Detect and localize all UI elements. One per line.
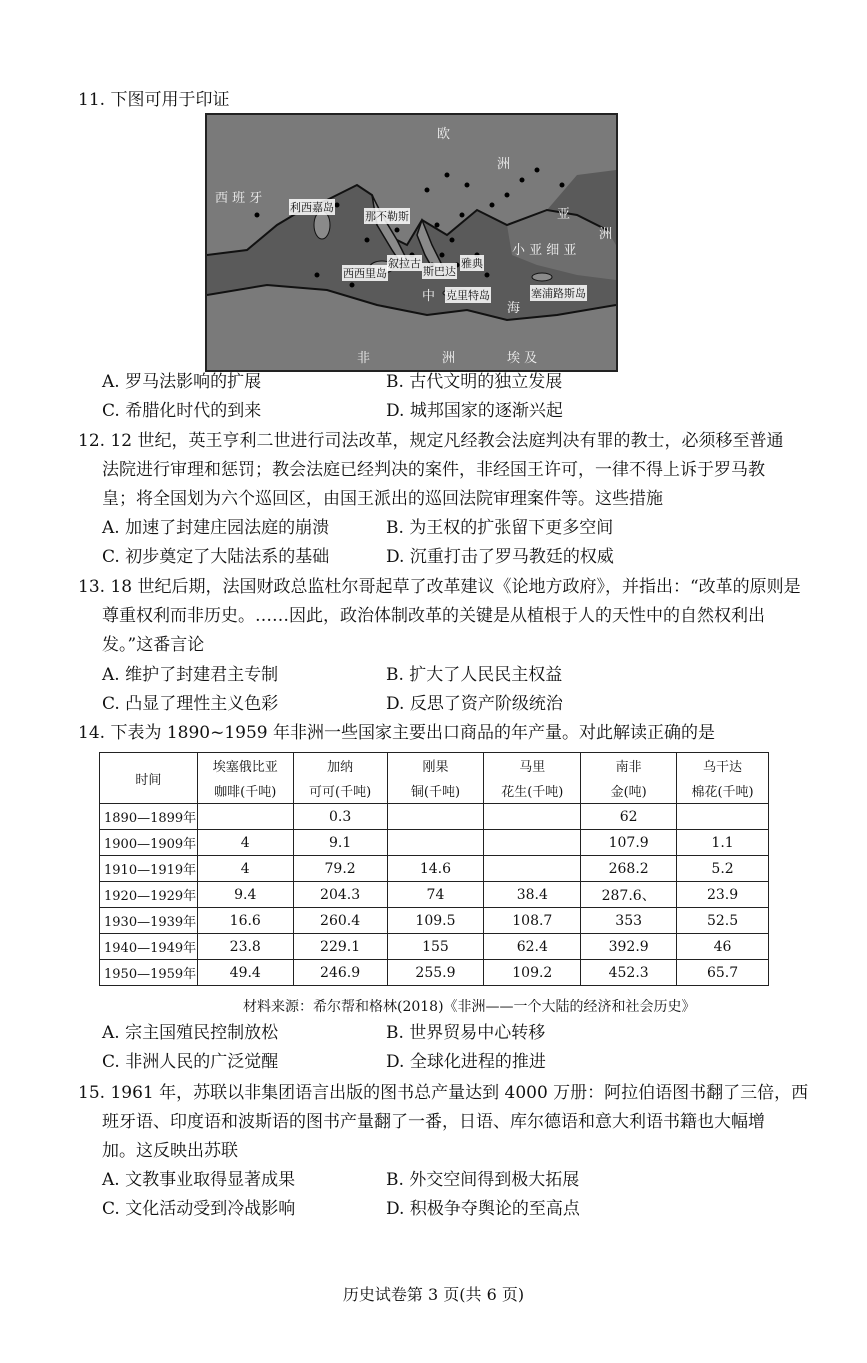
table-cell-period: 1950—1959年 [100,960,198,986]
q12-option-a[interactable]: A. 加速了封建庄园法庭的崩溃 [102,518,330,538]
table-cell-value [484,830,581,856]
table-cell-value: 260.4 [293,908,387,934]
table-row [100,882,769,908]
table-cell-value: 62 [581,804,677,830]
table-body [100,804,769,986]
mediterranean-map [205,113,618,372]
table-header-commodity: 咖啡(千吨) [197,778,293,804]
table-cell-period: 1920—1929年 [100,882,198,908]
table-header-country: 乌干达 [677,753,769,779]
q14-option-c[interactable]: C. 非洲人民的广泛觉醒 [102,1052,279,1072]
map-label-asia-1: 亚 [557,207,571,222]
table-cell-value: 107.9 [581,830,677,856]
table-cell-value: 392.9 [581,934,677,960]
table-cell-value: 0.3 [293,804,387,830]
export-table [99,752,769,986]
table-cell-value: 109.2 [484,960,581,986]
table-cell-value: 46 [677,934,769,960]
table-cell-period: 1900—1909年 [100,830,198,856]
q12-option-d[interactable]: D. 沉重打击了罗马教廷的权威 [386,547,614,567]
map-label-egypt: 埃 及 [507,351,538,366]
table-cell-value: 1.1 [677,830,769,856]
table-cell-period: 1940—1949年 [100,934,198,960]
table-cell-period: 1890—1899年 [100,804,198,830]
map-label-sea: 海 [507,301,521,316]
table-cell-value: 5.2 [677,856,769,882]
map-label-athens: 雅典 [461,257,483,270]
q14-option-a[interactable]: A. 宗主国殖民控制放松 [102,1023,279,1043]
table-cell-value: 16.6 [197,908,293,934]
table-cell-value: 38.4 [484,882,581,908]
table-header-country: 南非 [581,753,677,779]
table-cell-value: 287.6、 [581,882,677,908]
table-cell-period: 1910—1919年 [100,856,198,882]
q13-option-d[interactable]: D. 反思了资产阶级统治 [386,694,563,714]
table-cell-value: 23.8 [197,934,293,960]
table-cell-value: 204.3 [293,882,387,908]
table-cell-value: 229.1 [293,934,387,960]
table-cell-value: 14.6 [387,856,484,882]
q15-stem-line-1: 15. 1961 年，苏联以非集团语言出版的图书总产量达到 4000 万册：阿拉伯语图书翻了三倍，西 [78,1083,809,1103]
table-header-commodity: 棉花(千吨) [677,778,769,804]
table-row [100,804,769,830]
q11-option-d[interactable]: D. 城邦国家的逐渐兴起 [386,401,563,421]
map-label-spain: 西 班 牙 [215,191,263,206]
table-header-commodity: 铜(千吨) [387,778,484,804]
table-cell-value: 268.2 [581,856,677,882]
table-header-commodity: 花生(千吨) [484,778,581,804]
q13-stem-line-1: 13. 18 世纪后期，法国财政总监杜尔哥起草了改革建议《论地方政府》，并指出：“改革的原则是 [78,577,801,597]
map-label-europe-1: 欧 [437,127,451,142]
q14-option-d[interactable]: D. 全球化进程的推进 [386,1052,546,1072]
table-cell-value: 155 [387,934,484,960]
q15-option-a[interactable]: A. 文教事业取得显著成果 [102,1170,296,1190]
map-label-cyprus: 塞浦路斯岛 [531,287,586,300]
table-cell-value [197,804,293,830]
map-label-sparta: 斯巴达 [423,265,456,278]
map-label-sardinia: 利西嘉岛 [290,201,334,214]
table-cell-value: 74 [387,882,484,908]
page-footer: 历史试卷第 3 页(共 6 页) [342,1285,525,1304]
table-cell-value: 246.9 [293,960,387,986]
table-row [100,830,769,856]
q12-stem-line-1: 12. 12 世纪，英王亨利二世进行司法改革，规定凡经教会法庭判决有罪的教士，必须移至普通 [78,431,784,451]
table-row [100,856,769,882]
map-label-asia-2: 洲 [599,227,613,242]
q15-stem-line-3: 加。这反映出苏联 [102,1141,238,1161]
q11-stem: 11. 下图可用于印证 [78,90,230,110]
q11-option-b[interactable]: B. 古代文明的独立发展 [386,372,563,392]
q15-option-b[interactable]: B. 外交空间得到极大拓展 [386,1170,580,1190]
table-cell-value: 23.9 [677,882,769,908]
q15-option-c[interactable]: C. 文化活动受到冷战影响 [102,1199,296,1219]
table-cell-value [387,804,484,830]
q13-stem-line-3: 发。”这番言论 [102,635,205,655]
table-header-commodity: 金(吨) [581,778,677,804]
table-cell-value: 353 [581,908,677,934]
table-cell-value: 9.1 [293,830,387,856]
table-source: 材料来源：希尔帮和格林(2018)《非洲——一个大陆的经济和社会历史》 [243,999,696,1015]
table-cell-value: 62.4 [484,934,581,960]
table-cell-value: 4 [197,830,293,856]
map-label-crete: 克里特岛 [446,289,490,302]
table-header-commodity: 可可(千吨) [293,778,387,804]
table-row [100,934,769,960]
table-cell-value: 108.7 [484,908,581,934]
table-header-time: 时间 [100,753,198,804]
q13-option-b[interactable]: B. 扩大了人民民主权益 [386,665,563,685]
q12-option-b[interactable]: B. 为王权的扩张留下更多空间 [386,518,614,538]
table-header-country: 马里 [484,753,581,779]
map-label-asia-minor: 小 亚 细 亚 [512,243,577,258]
table-cell-value [677,804,769,830]
table-cell-value: 79.2 [293,856,387,882]
map-label-tarentum: 叙拉古 [388,257,421,270]
table-cell-value: 109.5 [387,908,484,934]
q14-option-b[interactable]: B. 世界贸易中心转移 [386,1023,546,1043]
map-label-europe-2: 洲 [497,157,511,172]
q13-stem-line-2: 尊重权利而非历史。……因此，政治体制改革的关键是从植根于人的天性中的自然权利出 [102,606,765,626]
table-cell-period: 1930—1939年 [100,908,198,934]
q12-stem-line-2: 法院进行审理和惩罚；教会法庭已经判决的案件，非经国王许可，一律不得上诉于罗马教 [102,460,765,480]
table-cell-value [387,830,484,856]
table-cell-value: 452.3 [581,960,677,986]
table-row [100,908,769,934]
map-label-africa-2: 洲 [442,351,456,366]
q15-option-d[interactable]: D. 积极争夺舆论的至高点 [386,1199,580,1219]
q12-stem-line-3: 皇；将全国划为六个巡回区，由国王派出的巡回法院审理案件等。这些措施 [102,489,663,509]
table-cell-value: 49.4 [197,960,293,986]
table-header-country: 加纳 [293,753,387,779]
map-label-africa-1: 非 [357,351,371,366]
table-cell-value: 255.9 [387,960,484,986]
table-cell-value: 4 [197,856,293,882]
table-cell-value: 65.7 [677,960,769,986]
map-label-sicily: 西西里岛 [343,267,387,280]
q13-option-c[interactable]: C. 凸显了理性主义色彩 [102,694,279,714]
table-header-country: 刚果 [387,753,484,779]
q14-stem: 14. 下表为 1890~1959 年非洲一些国家主要出口商品的年产量。对此解读正确的是 [78,723,716,743]
q12-option-c[interactable]: C. 初步奠定了大陆法系的基础 [102,547,330,567]
map-label-naples: 那不勒斯 [365,210,409,223]
table-cell-value [484,804,581,830]
table-cell-value: 9.4 [197,882,293,908]
table-header-country: 埃塞俄比亚 [197,753,293,779]
q11-option-a[interactable]: A. 罗马法影响的扩展 [102,372,262,392]
q11-option-c[interactable]: C. 希腊化时代的到来 [102,401,262,421]
table-row [100,960,769,986]
q13-option-a[interactable]: A. 维护了封建君主专制 [102,665,279,685]
table-cell-value [484,856,581,882]
q15-stem-line-2: 班牙语、印度语和波斯语的图书产量翻了一番，日语、库尔德语和意大利语书籍也大幅增 [102,1112,765,1132]
map-label-middle: 中 [422,289,436,304]
table-cell-value: 52.5 [677,908,769,934]
